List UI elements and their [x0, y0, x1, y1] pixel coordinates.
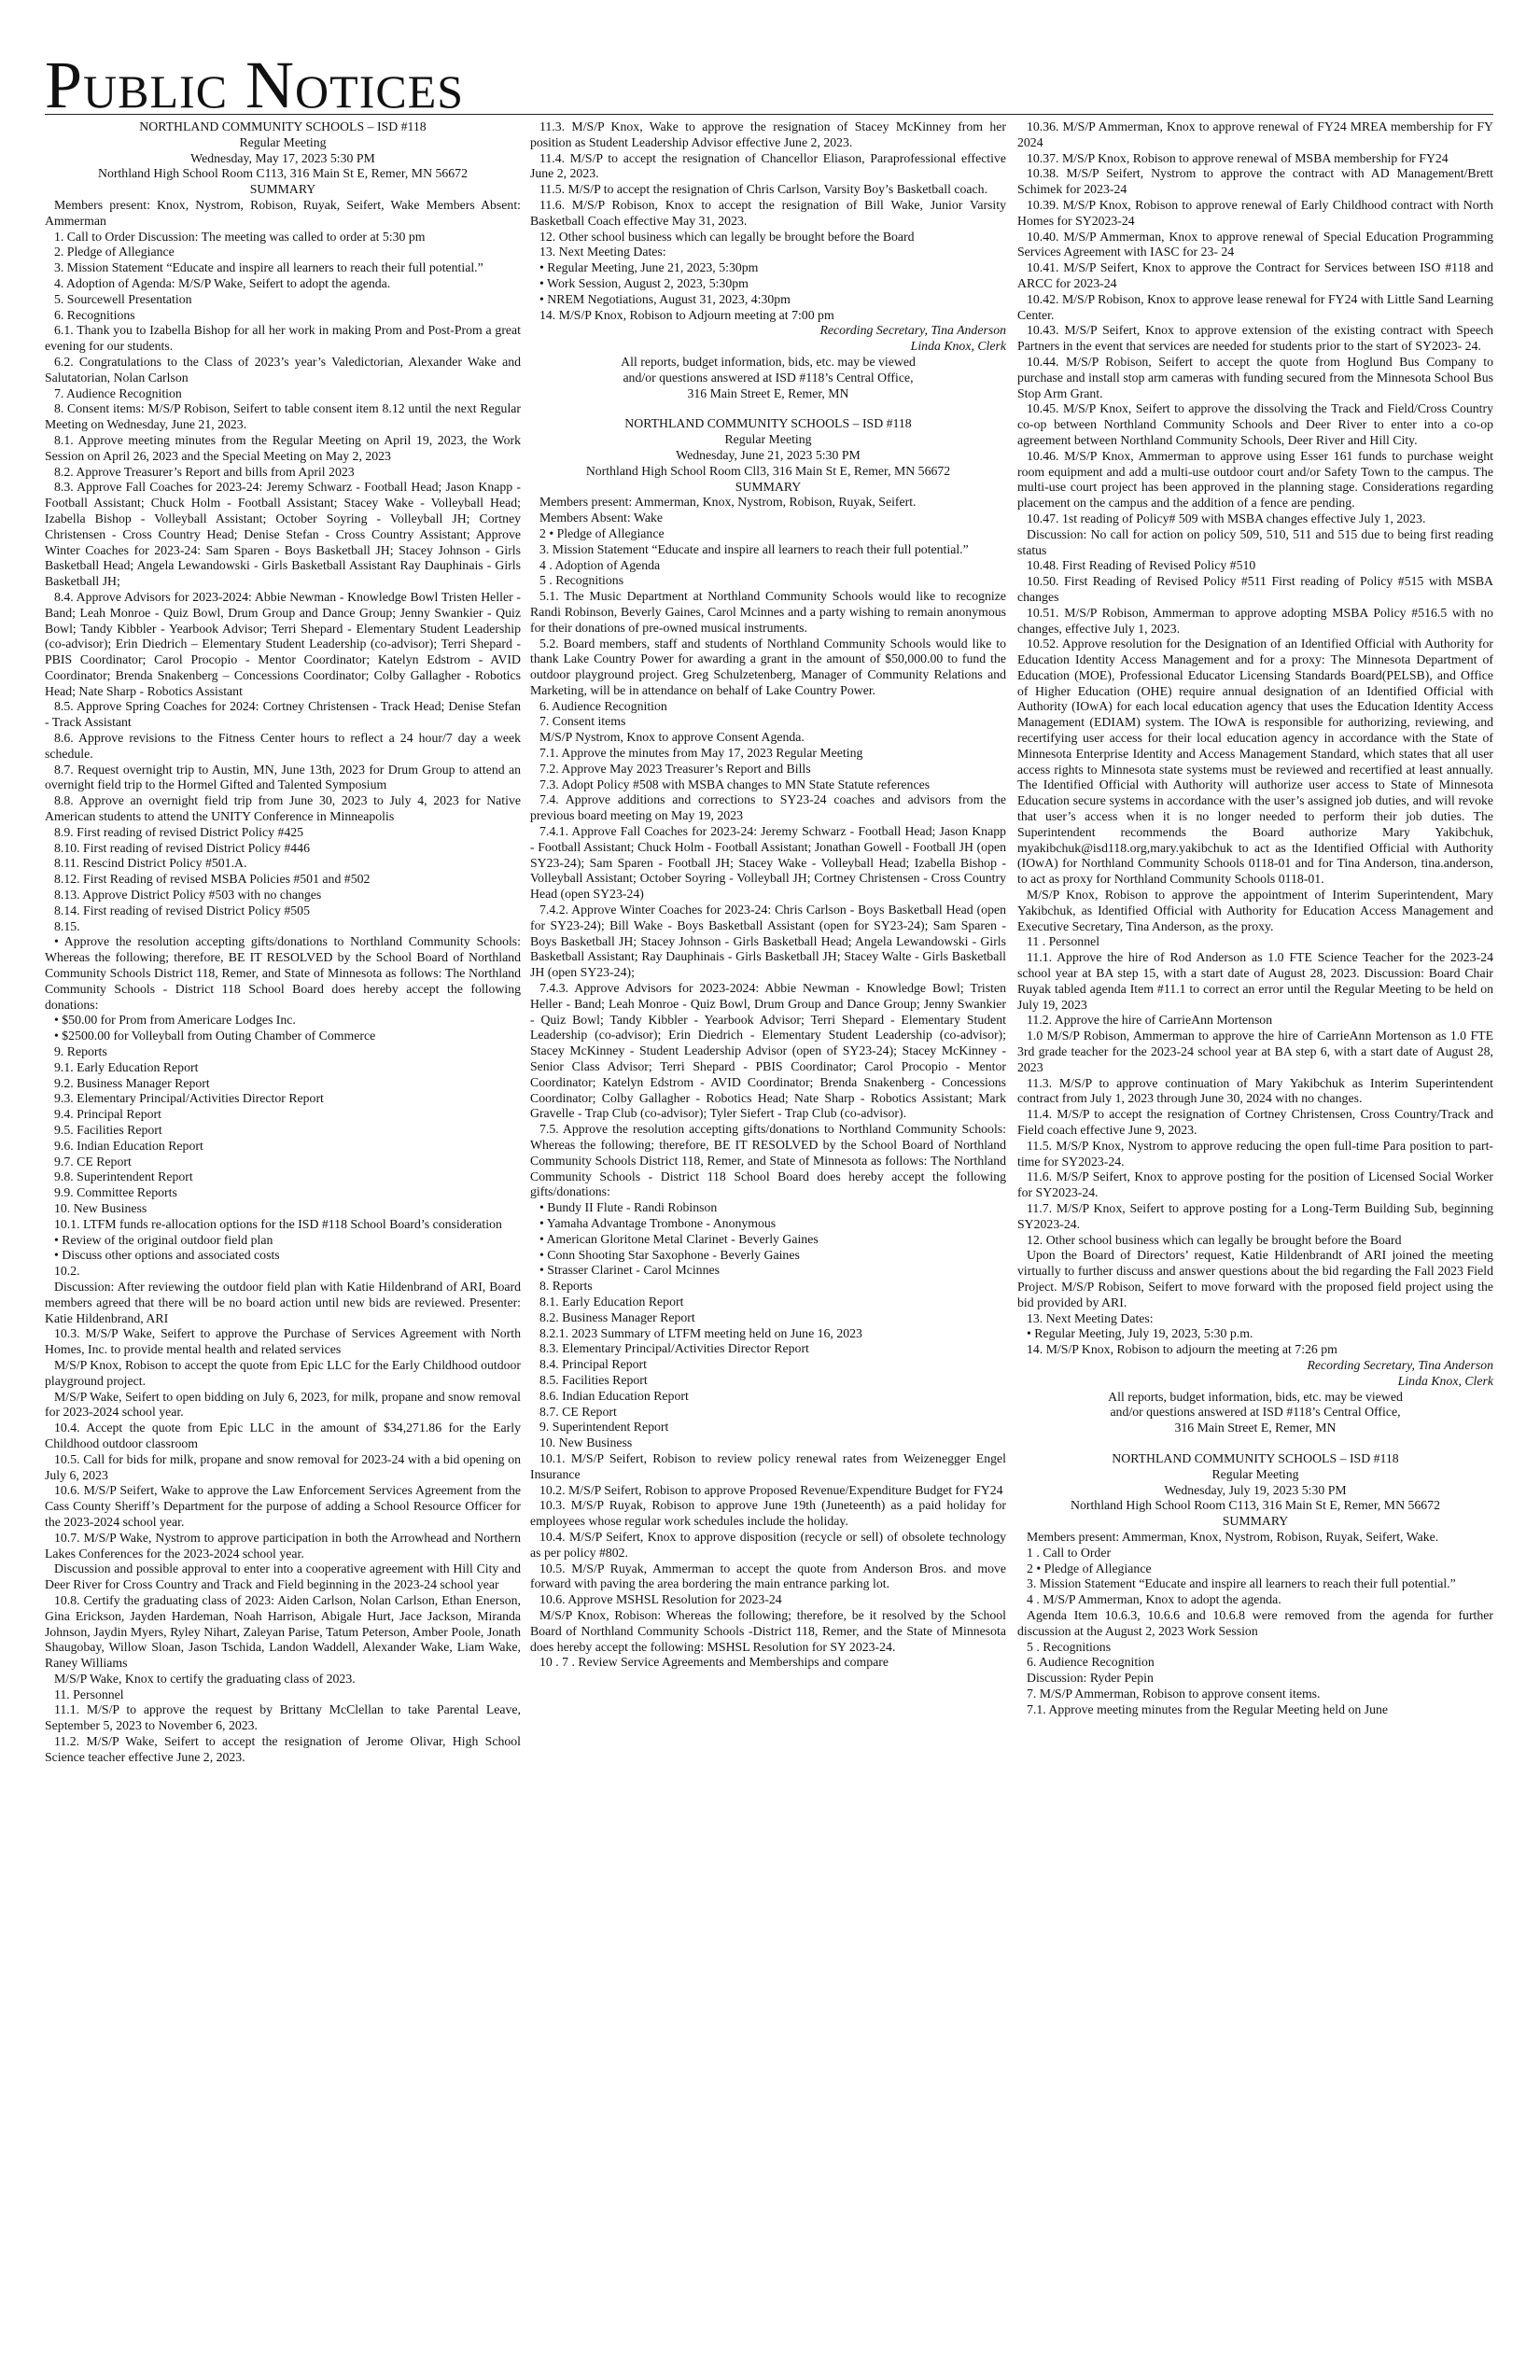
notice-paragraph: 10.52. Approve resolution for the Designation of an Identified Official with Authority for Education Identity Access Management and for a proxy: The Minnesota Department of Education (MOE), Professional Educator Licensing Standards Board(PELSB), and Office of Higher Education (OHE) require annual designation of an Identified Official with Authority (IOwA) for each local education agency that uses the Education Identity Access Management (EDIAM) system. The IOwA is responsible for authorizing, reviewing, and recertifying user access for their local education agency in accordance with the State of Minnesota Enterprise Identity and Access Management Standard, which states that all user access rights to Minnesota state systems must be reviewed and recertified at least annually. The Identified Official with Authority will authorize user access to State of Minnesota Education secure systems in accordance with the user’s assigned job duties, and will revoke that user’s access when it is no longer needed to perform their job duties. The Superintendent recommends the Board authorize Mary Yakibchuk, myakibchuk@isd118.org,mary.yakibchuk to act as the Identified Official with Authority (IOwA) for Northland Community Schools 0118-01 and for Tina Anderson, tina.anderson, to act as proxy for Northland Community Schools 0118-01. — [1017, 637, 1493, 887]
notice-paragraph: 8. Reports — [539, 1279, 593, 1294]
notice-paragraph: 10.4. M/S/P Seifert, Knox to approve disposition (recycle or sell) of obsolete technology as per policy #802. — [530, 1529, 1006, 1560]
notice-paragraph: 4. Adoption of Agenda: M/S/P Wake, Seifert to adopt the agenda. — [54, 275, 391, 290]
notice-paragraph: 8.14. First reading of revised District Policy #505 — [54, 903, 310, 917]
notice-paragraph: 11.2. M/S/P Wake, Seifert to accept the resignation of Jerome Olivar, High School Science teacher effective June 2, 2023. — [45, 1734, 521, 1764]
notice-paragraph: 11.7. M/S/P Knox, Seifert to approve posting for a Long-Term Building Sub, beginning SY2023-24. — [1017, 1200, 1493, 1231]
notice-paragraph: All reports, budget information, bids, etc. may be viewed — [621, 354, 916, 369]
notice-paragraph: 9.3. Elementary Principal/Activities Director Report — [54, 1091, 324, 1106]
notice-paragraph: 4 . M/S/P Ammerman, Knox to adopt the agenda. — [1027, 1592, 1281, 1607]
notice-paragraph: Recording Secretary, Tina Anderson — [1307, 1357, 1493, 1372]
notice-paragraph: 8.5. Facilities Report — [539, 1372, 648, 1387]
notice-paragraph: and/or questions answered at ISD #118’s Central Office, — [623, 370, 914, 385]
notice-paragraph: 2 • Pledge of Allegiance — [539, 525, 665, 540]
notice-paragraph: M/S/P Knox, Robison to accept the quote from Epic LLC for the Early Childhood outdoor playground project. — [45, 1357, 521, 1388]
notice-paragraph: • Bundy II Flute - Randi Robinson — [539, 1200, 718, 1215]
notice-paragraph: 12. Other school business which can legally be brought before the Board — [1027, 1232, 1402, 1247]
page-title: Public Notices — [45, 48, 465, 122]
notice-paragraph: 10. New Business — [539, 1435, 633, 1450]
notice-paragraph: SUMMARY — [1222, 1514, 1289, 1529]
notice-paragraph: 316 Main Street E, Remer, MN — [687, 385, 849, 400]
notice-paragraph: 10.43. M/S/P Seifert, Knox to approve extension of the existing contract with Speech Partners in the event that services are needed for students prior to the start of SY2023- 24. — [1017, 323, 1493, 354]
notice-paragraph: 7.4.3. Approve Advisors for 2023-2024: Abbie Newman - Knowledge Bowl; Tristen Heller - Band; Leah Monroe - Quiz Bowl, Drum Group and Dance Group; Jenny Swankier - Quiz Bowl; Tandy Kibbler - Yearbook Advisor; Terri Shepard - Elementary Student Leadership (co-advisor); Erin Diedrich - Elementary Student Leadership (co-advisor); Stacey McKinney - Student Leadership Advisor (open of SY23-24); Stacey McKinney - Senior Class Advisor; Terri Shepard - PBIS Coordinator; Carol Procopio - Mentor Coordinator; Katelyn Edstrom - AVID Coordinator; Brenda Snakenberg - Concessions Coordinator; Colby Gallagher - Robotics Head; Nate Sharp - Robotics Assistant; Mark Gravelle - Trap Club (co-advisor); Tyler Siefert - Trap Club (co-advisor). — [530, 981, 1006, 1121]
notice-paragraph: 10.2. — [54, 1264, 80, 1279]
notice-paragraph: 9.4. Principal Report — [54, 1107, 161, 1122]
notice-paragraph: 9. Superintendent Report — [539, 1420, 669, 1435]
notice-paragraph: 6. Audience Recognition — [1027, 1655, 1155, 1670]
notice-paragraph: 9.8. Superintendent Report — [54, 1169, 193, 1184]
notice-paragraph: • Regular Meeting, July 19, 2023, 5:30 p.m. — [1027, 1326, 1253, 1341]
notice-paragraph: 10.6. M/S/P Seifert, Wake to approve the Law Enforcement Services Agreement from the Cass County Sheriff’s Department for the purpose of adding a School Resource Officer for the 2023-2024 school year. — [45, 1483, 521, 1529]
notice-paragraph: • Regular Meeting, June 21, 2023, 5:30pm — [539, 260, 759, 275]
notice-paragraph: 10.48. First Reading of Revised Policy #510 — [1027, 558, 1256, 573]
notice-paragraph: All reports, budget information, bids, etc. may be viewed — [1108, 1389, 1403, 1404]
notice-paragraph: SUMMARY — [735, 479, 802, 494]
notice-paragraph: 10.4. Accept the quote from Epic LLC in the amount of $34,271.86 for the Early Childhood outdoor classroom — [45, 1421, 521, 1450]
notice-paragraph: Wednesday, May 17, 2023 5:30 PM — [190, 150, 375, 165]
notice-paragraph: 9.9. Committee Reports — [54, 1185, 177, 1200]
notice-paragraph: Regular Meeting — [724, 432, 812, 447]
column-3 — [1017, 119, 1493, 1717]
notice-paragraph: • $2500.00 for Volleyball from Outing Chamber of Commerce — [54, 1029, 376, 1043]
notice-paragraph: Wednesday, July 19, 2023 5:30 PM — [1164, 1482, 1347, 1497]
notice-paragraph: 11 . Personnel — [1027, 934, 1100, 949]
notice-paragraph: 10.7. M/S/P Wake, Nystrom to approve participation in both the Arrowhead and Northern Lakes Conferences for the 2023-2024 school year. — [45, 1530, 521, 1561]
notice-paragraph: 9.2. Business Manager Report — [54, 1075, 210, 1090]
notice-paragraph: 8.9. First reading of revised District Policy #425 — [54, 824, 304, 839]
notice-paragraph: 7.4. Approve additions and corrections to SY23-24 coaches and advisors from the previous board meeting on May 19, 2023 — [530, 792, 1006, 823]
notice-paragraph: 4 . Adoption of Agenda — [539, 557, 661, 572]
notice-paragraph: 8.6. Approve revisions to the Fitness Center hours to reflect a 24 hour/7 day a week schedule. — [45, 731, 521, 761]
notice-paragraph: 10 . 7 . Review Service Agreements and Memberships and compare — [539, 1655, 889, 1670]
notice-paragraph: 7. Consent items — [539, 714, 626, 729]
notice-paragraph: 8.10. First reading of revised District Policy #446 — [54, 840, 310, 855]
notice-paragraph: • Yamaha Advantage Trombone - Anonymous — [539, 1215, 777, 1230]
notice-paragraph: 5. Sourcewell Presentation — [54, 291, 192, 306]
notice-paragraph: 3. Mission Statement “Educate and inspire all learners to reach their full potential.” — [1027, 1576, 1456, 1591]
notice-paragraph: 10. New Business — [54, 1200, 147, 1215]
notice-paragraph: Discussion and possible approval to enter into a cooperative agreement with Hill City and Deer River for Cross Country and Track and Field beginning in the 2023-24 school year — [45, 1561, 521, 1592]
notice-paragraph: 8.11. Rescind District Policy #501.A. — [54, 856, 247, 871]
notice-paragraph: 11.5. M/S/P to accept the resignation of Chris Carlson, Varsity Boy’s Basketball coach. — [539, 182, 988, 197]
notice-paragraph: 8.3. Elementary Principal/Activities Director Report — [539, 1341, 809, 1356]
notice-paragraph: • Review of the original outdoor field plan — [54, 1232, 273, 1247]
notice-paragraph: 8.2.1. 2023 Summary of LTFM meeting held on June 16, 2023 — [539, 1325, 862, 1340]
notice-paragraph: 11.6. M/S/P Robison, Knox to accept the resignation of Bill Wake, Junior Varsity Basketball Coach effective May 31, 2023. — [530, 197, 1006, 228]
notice-paragraph: NORTHLAND COMMUNITY SCHOOLS – ISD #118 — [1112, 1450, 1399, 1465]
notice-paragraph: 8.7. Request overnight trip to Austin, MN, June 13th, 2023 for Drum Group to attend an overnight field trip to the Hormel Gifted and Talented Symposium — [45, 762, 521, 792]
masthead — [45, 48, 1493, 122]
notice-paragraph: 8. Consent items: M/S/P Robison, Seifert to table consent item 8.12 until the next Regular Meeting on Wednesday, June 21, 2023. — [45, 401, 521, 432]
notice-paragraph: 11.2. Approve the hire of CarrieAnn Mortenson — [1027, 1013, 1273, 1028]
notice-paragraph: 7. M/S/P Ammerman, Robison to approve consent items. — [1027, 1686, 1321, 1701]
notice-paragraph: 8.4. Approve Advisors for 2023-2024: Abbie Newman - Knowledge Bowl Tristen Heller - Band; Leah Monroe - Quiz Bowl, Drum Group and Dance Group; Jenny Swankier - Quiz Bowl; Tandy Kibbler - Yearbook Advisor; Terri Shepard - Elementary Student Leadership (co-advisor); Erin Diedrich – Elementary Student Leadership (co-advisor); Terri Shepard - PBIS Coordinator; Carol Procopio - Mentor Coordinator; Katelyn Edstrom - AVID Coordinator; Brenda Snakenberg – Concessions Coordinator; Colby Gallagher - Robotics Head; Nate Sharp - Robotics Assistant — [45, 589, 521, 698]
notice-paragraph: 9. Reports — [54, 1044, 107, 1059]
notice-paragraph: 6. Audience Recognition — [539, 698, 667, 713]
notice-paragraph: 11.6. M/S/P Seifert, Knox to approve posting for the position of Licensed Social Worker for SY2023-24. — [1017, 1169, 1493, 1200]
notice-paragraph: 7.2. Approve May 2023 Treasurer’s Report and Bills — [539, 761, 811, 776]
notice-paragraph: M/S/P Knox, Robison to approve the appointment of Interim Superintendent, Mary Yakibchuk, as Identified Official with Authority for Education Access Management and Executive Secretary, Tina Anderson, as the proxy. — [1017, 888, 1493, 933]
column-1 — [45, 119, 521, 1766]
notice-paragraph: 11.4. M/S/P to accept the resignation of Chancellor Eliason, Paraprofessional effective June 2, 2023. — [530, 150, 1006, 181]
notice-paragraph: 10.40. M/S/P Ammerman, Knox to approve renewal of Special Education Programming Services Agreement with IASC for 23- 24 — [1017, 229, 1493, 259]
notice-paragraph: 7.3. Adopt Policy #508 with MSBA changes to MN State Statute references — [539, 777, 931, 791]
notice-paragraph: 8.15. — [54, 918, 80, 933]
notice-paragraph: 10.41. M/S/P Seifert, Knox to approve the Contract for Services between ISO #118 and ARCC for 2023-24 — [1017, 260, 1493, 290]
notice-paragraph: • Conn Shooting Star Saxophone - Beverly Gaines — [539, 1247, 800, 1262]
notice-paragraph: 10.1. M/S/P Seifert, Robison to review policy renewal rates from Weizenegger Engel Insurance — [530, 1450, 1006, 1481]
notice-paragraph: M/S/P Nystrom, Knox to approve Consent Agenda. — [539, 730, 805, 745]
notice-paragraph: 7.1. Approve the minutes from May 17, 2023 Regular Meeting — [539, 746, 863, 761]
notice-paragraph: 1. Call to Order Discussion: The meeting was called to order at 5:30 pm — [54, 229, 426, 244]
notice-paragraph: 10.50. First Reading of Revised Policy #511 First reading of Policy #515 with MSBA changes — [1017, 574, 1493, 604]
notice-paragraph: 7.1. Approve meeting minutes from the Regular Meeting held on June — [1027, 1701, 1388, 1716]
notice-paragraph: 8.3. Approve Fall Coaches for 2023-24: Jeremy Schwarz - Football Head; Jason Knapp - Football Assistant; Chuck Holm - Football Assistant; Stacey Wake - Volleyball Head; Izabella Bishop - Volleyball Assistant; October Soyring - Volleyball JH; Cortney Christensen - Cross Country Head; Denise Stefan - Cross Country Assistant; Approve Winter Coaches for 2023-24: Sam Sparen - Boys Basketball JH; Stacey Johnson - Girls Basketball Head; Angela Lewandowski - Girls Basketball Assistant Ray Dauphinais - Girls Basketball JH; — [45, 480, 521, 589]
notice-paragraph: • NREM Negotiations, August 31, 2023, 4:30pm — [539, 291, 791, 306]
notice-paragraph: Members present: Ammerman, Knox, Nystrom, Robison, Ruyak, Seifert, Wake. — [1027, 1529, 1439, 1544]
notice-paragraph: • Work Session, August 2, 2023, 5:30pm — [539, 275, 749, 290]
notice-paragraph: 2. Pledge of Allegiance — [54, 245, 175, 259]
notice-paragraph: 6. Recognitions — [54, 307, 135, 322]
notice-paragraph: 316 Main Street E, Remer, MN — [1174, 1421, 1337, 1435]
notice-paragraph: 8.5. Approve Spring Coaches for 2024: Cortney Christensen - Track Head; Denise Stefan - Track Assistant — [45, 699, 521, 730]
notice-paragraph: 5 . Recognitions — [1027, 1639, 1112, 1654]
notice-paragraph: • Discuss other options and associated costs — [54, 1248, 280, 1263]
notice-paragraph: 5.2. Board members, staff and students of Northland Community Schools would like to thank Lake Country Power for awarding a grant in the amount of $50,000.00 to fund the outdoor playground project. Greg Schulzetenberg, Manager of Community Relations and Marketing, will be in attendance on behalf of Lake Country Power. — [530, 636, 1006, 697]
notice-paragraph: 9.7. CE Report — [54, 1154, 132, 1169]
notice-paragraph: 14. M/S/P Knox, Robison to Adjourn meeting at 7:00 pm — [539, 307, 834, 322]
notice-paragraph: NORTHLAND COMMUNITY SCHOOLS – ISD #118 — [139, 119, 427, 133]
notice-paragraph: 8.8. Approve an overnight field trip from June 30, 2023 to July 4, 2023 for Native American students to attend the UNITY Conference in Minneapolis — [45, 793, 521, 824]
notice-paragraph: 10.6. Approve MSHSL Resolution for 2023-24 — [539, 1592, 782, 1607]
notice-paragraph: 8.1. Early Education Report — [539, 1294, 684, 1309]
notice-paragraph: Regular Meeting — [1211, 1466, 1299, 1481]
notice-paragraph: 10.42. M/S/P Robison, Knox to approve lease renewal for FY24 with Little Sand Learning Center. — [1017, 291, 1493, 322]
notice-paragraph: Recording Secretary, Tina Anderson — [819, 323, 1006, 338]
notice-paragraph: 8.4. Principal Report — [539, 1357, 647, 1372]
notice-paragraph: • Approve the resolution accepting gifts/donations to Northland Community Schools: Whereas the following; therefore, BE IT RESOLVED by the School Board of Northland Community Schools District 118, Remer, and State of Minnesota as follows: The Northland Community Schools - District 118 School Board does hereby accept the following donations: — [45, 934, 521, 1012]
notice-paragraph: Wednesday, June 21, 2023 5:30 PM — [676, 447, 861, 462]
notice-paragraph: 3. Mission Statement “Educate and inspire all learners to reach their full potential.” — [54, 260, 483, 275]
notice-paragraph: Linda Knox, Clerk — [1397, 1373, 1493, 1388]
notice-paragraph: Northland High School Room C113, 316 Main St E, Remer, MN 56672 — [1071, 1498, 1440, 1513]
notice-paragraph: 7.5. Approve the resolution accepting gifts/donations to Northland Community Schools: Whereas the following; therefore, BE IT RESOLVED by the School Board of Northland Community Schools District 118, Remer, and State of Minnesota as follows: The Northland Community Schools - District 118 School Board does hereby accept the following gifts/donations: — [530, 1122, 1006, 1199]
notice-paragraph: 9.5. Facilities Report — [54, 1123, 162, 1137]
notice-paragraph: Discussion: No call for action on policy 509, 510, 511 and 515 due to being first reading status — [1017, 526, 1493, 557]
notice-paragraph: and/or questions answered at ISD #118’s Central Office, — [1110, 1405, 1401, 1420]
notice-paragraph: 8.2. Approve Treasurer’s Report and bills from April 2023 — [54, 464, 355, 479]
notice-paragraph: NORTHLAND COMMUNITY SCHOOLS – ISD #118 — [624, 416, 912, 431]
notice-paragraph: 10.1. LTFM funds re-allocation options for the ISD #118 School Board’s consideration — [54, 1216, 502, 1231]
notice-paragraph: 11.1. Approve the hire of Rod Anderson as 1.0 FTE Science Teacher for the 2023-24 school year at BA step 15, with a start date of August 28, 2023. Discussion: Board Chair Ruyak tabled agenda Item #11.1 to correct an error until the Regular Meeting to be held on July 19, 2023 — [1017, 950, 1493, 1012]
notice-paragraph: 10.2. M/S/P Seifert, Robison to approve Proposed Revenue/Expenditure Budget for FY24 — [539, 1482, 1003, 1497]
notice-paragraph: 2 • Pledge of Allegiance — [1027, 1561, 1152, 1575]
column-2 — [530, 119, 1006, 1671]
notice-paragraph: M/S/P Wake, Seifert to open bidding on July 6, 2023, for milk, propane and snow removal for 2023-2024 school year. — [45, 1389, 521, 1420]
notice-paragraph: Regular Meeting — [239, 134, 327, 149]
notice-paragraph: 10.3. M/S/P Wake, Seifert to approve the Purchase of Services Agreement with North Homes, Inc. to provide mental health and related services — [45, 1326, 521, 1357]
notice-paragraph: Members present: Ammerman, Knox, Nystrom, Robison, Ruyak, Seifert. — [539, 495, 917, 510]
notice-paragraph: 8.12. First Reading of revised MSBA Policies #501 and #502 — [54, 872, 371, 887]
notice-paragraph: Agenda Item 10.6.3, 10.6.6 and 10.6.8 were removed from the agenda for further discussion at the August 2, 2023 Work Session — [1017, 1607, 1493, 1638]
notice-paragraph: 8.1. Approve meeting minutes from the Regular Meeting on April 19, 2023, the Work Session on April 26, 2023 and the Special Meeting on May 2, 2023 — [45, 432, 521, 463]
notice-paragraph: 10.37. M/S/P Knox, Robison to approve renewal of MSBA membership for FY24 — [1027, 150, 1449, 165]
notice-paragraph: 9.1. Early Education Report — [54, 1059, 199, 1074]
notice-paragraph: 14. M/S/P Knox, Robison to adjourn the meeting at 7:26 pm — [1027, 1342, 1337, 1357]
notice-paragraph: 7.4.1. Approve Fall Coaches for 2023-24: Jeremy Schwarz - Football Head; Jason Knapp - Football Assistant; Chuck Holm - Football Assistant; Jonathan Gowell - Football JH (open SY23-24); Sam Sparen - Football JH; Stacey Wake - Volleyball Head; Izabella Bishop - Volleyball Assistant; October Soyring - Volleyball JH; Cortney Christensen - Cross Country Head (open SY23-24) — [530, 824, 1006, 902]
notice-paragraph: 10.5. M/S/P Ruyak, Ammerman to accept the quote from Anderson Bros. and move forward with paving the area bordering the main entrance parking lot. — [530, 1561, 1006, 1591]
notice-paragraph: 10.44. M/S/P Robison, Seifert to accept the quote from Hoglund Bus Company to purchase and install stop arm cameras with funding secured from the Minnesota School Bus Stop Arm Grant. — [1017, 354, 1493, 400]
notice-paragraph: 8.13. Approve District Policy #503 with no changes — [54, 888, 322, 903]
notice-paragraph: 10.8. Certify the graduating class of 2023: Aiden Carlson, Nolan Carlson, Ethan Enerson, Gina Erickson, Jayden Hardeman, Noah Harrison, Abigale Hurt, Jace Jackson, Miranda Johnson, Jaydin Myers, Ryley Nihart, Zaleyan Parise, Tatum Peterson, Amber Poole, Jonath Shaugobay, Willow Sloan, Jason Tschida, Landon Waddell, Alexander Wake, Liam Wake, Raney Williams — [45, 1592, 521, 1671]
notice-paragraph: 6.1. Thank you to Izabella Bishop for all her work in making Prom and Post-Prom a great evening for our students. — [45, 323, 521, 354]
notice-paragraph: 7.4.2. Approve Winter Coaches for 2023-24: Chris Carlson - Boys Basketball Head (open for SY23-24); Bill Wake - Boys Basketball Assistant (open for SY23-24); Sam Sparen - Boys Basketball JH; Stacey Johnson - Girls Basketball Head; Angela Lewandowski - Girls Basketball Assistant; Ray Dauphinais - Girls Basketball JH; Stacey Walte - Girls Basketball JH (open SY23-24); — [530, 903, 1006, 980]
notice-paragraph: Northland High School Room C113, 316 Main St E, Remer, MN 56672 — [98, 166, 468, 181]
notice-paragraph: 3. Mission Statement “Educate and inspire all learners to reach their full potential.” — [539, 541, 969, 556]
notice-paragraph: SUMMARY — [249, 182, 316, 197]
notice-paragraph: 1 . Call to Order — [1027, 1545, 1112, 1560]
notice-paragraph: 8.6. Indian Education Report — [539, 1388, 689, 1403]
notice-paragraph: 6.2. Congratulations to the Class of 2023’s year’s Valedictorian, Alexander Wake and Salutatorian, Nolan Carlson — [45, 354, 521, 385]
notice-paragraph: 10.39. M/S/P Knox, Robison to approve renewal of Early Childhood contract with North Homes for SY2023-24 — [1017, 197, 1493, 228]
notice-paragraph: 11.3. M/S/P Knox, Wake to approve the resignation of Stacey McKinney from her position as Student Leadership Advisor effective June 2, 2023. — [530, 119, 1006, 149]
notice-paragraph: Members Absent: Wake — [539, 511, 663, 525]
notice-paragraph: 11.4. M/S/P to accept the resignation of Cortney Christensen, Cross Country/Track and Field coach effective June 9, 2023. — [1017, 1107, 1493, 1137]
notice-paragraph: M/S/P Knox, Robison: Whereas the following; therefore, be it resolved by the School Board of Northland Community Schools -District 118, Remer, and the State of Minnesota does hereby accept the following: MSHSL Resolution for SY 2023-24. — [530, 1607, 1006, 1654]
notice-paragraph: Members present: Knox, Nystrom, Robison, Ruyak, Seifert, Wake Members Absent: Ammerman — [45, 197, 521, 228]
notice-paragraph: 10.36. M/S/P Ammerman, Knox to approve renewal of FY24 MREA membership for FY 2024 — [1017, 119, 1493, 149]
notice-paragraph: 10.47. 1st reading of Policy# 509 with MSBA changes effective July 1, 2023. — [1027, 511, 1426, 525]
notice-paragraph: 10.3. M/S/P Ruyak, Robison to approve June 19th (Juneteenth) as a paid holiday for employees whose regular work schedules include the holiday. — [530, 1498, 1006, 1529]
notice-paragraph: • $50.00 for Prom from Americare Lodges Inc. — [54, 1013, 296, 1028]
notice-paragraph: 1.0 M/S/P Robison, Ammerman to approve the hire of CarrieAnn Mortenson as 1.0 FTE 3rd grade teacher for the 2023-24 school year at BA step 6, with a start date of August 28, 2023 — [1017, 1029, 1493, 1074]
notice-paragraph: M/S/P Wake, Knox to certify the graduating class of 2023. — [54, 1671, 356, 1686]
notice-paragraph: 7. Audience Recognition — [54, 385, 182, 400]
notice-paragraph: Discussion: Ryder Pepin — [1027, 1671, 1154, 1686]
notice-paragraph: 11.5. M/S/P Knox, Nystrom to approve reducing the open full-time Para position to part-time for SY2023-24. — [1017, 1138, 1493, 1169]
notice-paragraph: 10.5. Call for bids for milk, propane and snow removal for 2023-24 with a bid opening on July 6, 2023 — [45, 1451, 521, 1482]
title-rule — [45, 114, 1493, 115]
notice-paragraph: • Strasser Clarinet - Carol Mcinnes — [539, 1263, 720, 1278]
notice-paragraph: Upon the Board of Directors’ request, Katie Hildenbrandt of ARI joined the meeting virtually to further discuss and answer questions about the bid regarding the Fall 2023 Field Project. M/S/P Robison, Seifert to move forward with the proposed field project using the bid provided by ARI. — [1017, 1248, 1493, 1309]
notice-paragraph: 10.38. M/S/P Seifert, Nystrom to approve the contract with AD Management/Brett Schimek for 2023-24 — [1017, 166, 1493, 197]
notice-paragraph: • American Gloritone Metal Clarinet - Beverly Gaines — [539, 1231, 819, 1246]
notice-paragraph: 8.2. Business Manager Report — [539, 1309, 695, 1324]
notice-paragraph: 10.45. M/S/P Knox, Seifert to approve the dissolving the Track and Field/Cross Country co-op between Northland Community Schools and Deer River to enter into a co-op agreement between Northland Community Schools, Deer River and Hill City. — [1017, 401, 1493, 447]
notice-paragraph: Discussion: After reviewing the outdoor field plan with Katie Hildenbrand of ARI, Board members agreed that there will be no board action until new bids are reviewed. Presenter: Katie Hildenbrand, ARI — [45, 1279, 521, 1325]
notice-paragraph: Linda Knox, Clerk — [910, 339, 1006, 354]
notice-paragraph: 5.1. The Music Department at Northland Community Schools would like to recognize Randi Robinson, Beverly Gaines, Carol Mcinnes and a party wishing to remain anonymous for their donations of pre-owned musical instruments. — [530, 589, 1006, 635]
notice-paragraph: 10.46. M/S/P Knox, Ammerman to approve using Esser 161 funds to purchase weight room equipment and add a multi-use outdoor court and/or Safety Town to the campus. The multi-use court project has been approved in the planning stage. Considerations regarding placement on the campus and the addition of a fence are pending. — [1017, 448, 1493, 511]
notice-paragraph: 10.51. M/S/P Robison, Ammerman to approve adopting MSBA Policy #516.5 with no changes, effective July 1, 2023. — [1017, 605, 1493, 636]
notice-paragraph: 8.7. CE Report — [539, 1404, 617, 1419]
notice-paragraph: 11. Personnel — [54, 1687, 124, 1701]
notice-paragraph: 12. Other school business which can legally be brought before the Board — [539, 229, 915, 244]
notice-paragraph: Northland High School Room Cll3, 316 Main St E, Remer, MN 56672 — [585, 463, 951, 478]
notice-paragraph: 11.1. M/S/P to approve the request by Brittany McClellan to take Parental Leave, September 5, 2023 to November 6, 2023. — [45, 1702, 521, 1733]
notice-paragraph: 11.3. M/S/P to approve continuation of Mary Yakibchuk as Interim Superintendent contract from July 1, 2023 through June 30, 2024 with no changes. — [1017, 1075, 1493, 1106]
notice-paragraph: 13. Next Meeting Dates: — [1027, 1310, 1154, 1325]
notice-paragraph: 5 . Recognitions — [539, 573, 624, 588]
notice-paragraph: 9.6. Indian Education Report — [54, 1138, 203, 1153]
notice-paragraph: 13. Next Meeting Dates: — [539, 245, 666, 259]
